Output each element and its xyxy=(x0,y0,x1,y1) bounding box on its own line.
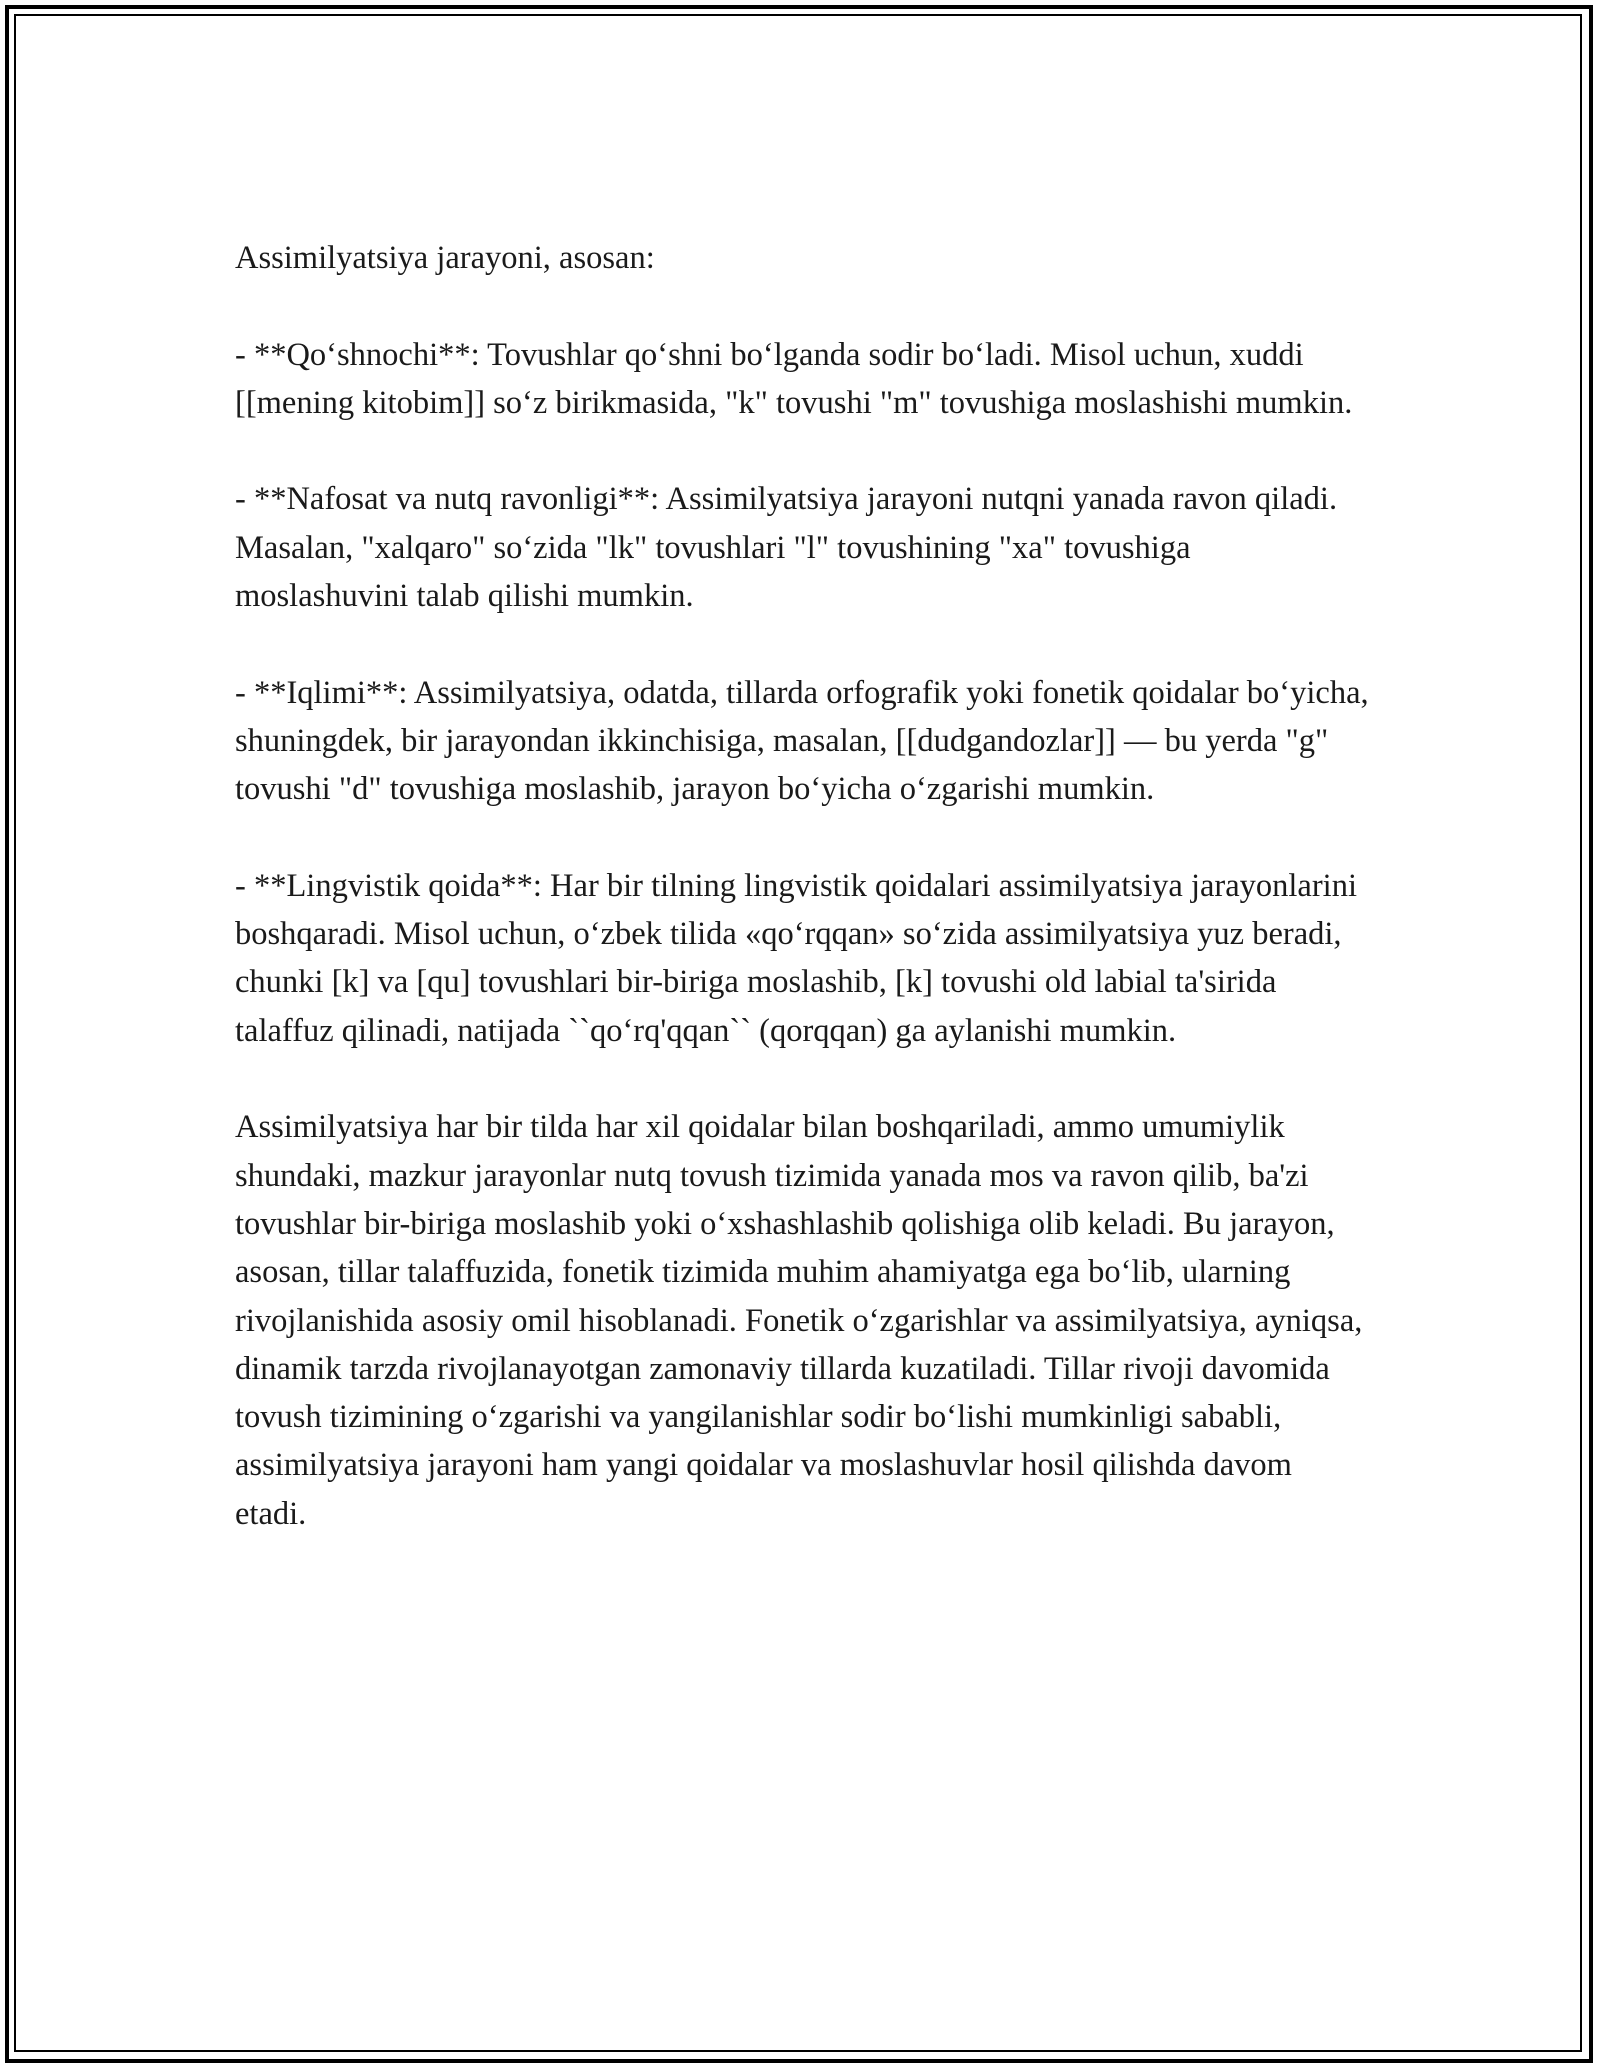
list-item-lingvistik-qoida: - **Lingvistik qoida**: Har bir tilning lingvistik qoidalari assimilyatsiya jarayonlarini boshqaradi. Misol uchun, o‘zbek tilida «qo‘rqqan» so‘zida assimilyatsiya yuz beradi, chunki [k] va [qu] tovushlari bir-biriga moslashib, [k] tovushi old labial ta'sirida talaffuz qilinadi, natijada ``qo‘rq'qqan`` (qorqqan) ga aylanishi mumkin. xyxy=(235,867,1357,1049)
conclusion-paragraph: Assimilyatsiya har bir tilda har xil qoidalar bilan boshqariladi, ammo umumiylik shundaki, mazkur jarayonlar nutq tovush tizimida yanada mos va ravon qilib, ba'zi tovushlar bir-biriga moslashib yoki o‘xshashlashib qolishiga olib keladi. Bu jarayon, asosan, tillar talaffuzida, fonetik tizimida muhim ahamiyatga ega bo‘lib, ularning rivojlanishida asosiy omil hisoblanadi. Fonetik o‘zgarishlar va assimilyatsiya, ayniqsa, dinamik tarzda rivojlanayotgan zamonaviy tillarda kuzatiladi. Tillar rivoji davomida tovush tizimining o‘zgarishi va yangilanishlar sodir bo‘lishi mumkinligi sababli, assimilyatsiya jarayoni ham yangi qoidalar va moslashuvlar hosil qilishda davom etadi. xyxy=(235,1109,1363,1532)
intro-paragraph: Assimilyatsiya jarayoni, asosan: xyxy=(235,240,655,276)
list-item-nafosat: - **Nafosat va nutq ravonligi**: Assimilyatsiya jarayoni nutqni yanada ravon qiladi. Masalan, "xalqaro" so‘zida "lk" tovushlari "l" tovushining "xa" tovushiga moslashuvini talab qilishi mumkin. xyxy=(235,481,1338,615)
document-body xyxy=(235,234,1370,1586)
list-item-qoshnochi: - **Qo‘shnochi**: Tovushlar qo‘shni bo‘lganda sodir bo‘ladi. Misol uchun, xuddi [[mening kitobim]] so‘z birikmasida, "k" tovushi "m" tovushiga moslashishi mumkin. xyxy=(235,336,1353,421)
list-item-iqlimi: - **Iqlimi**: Assimilyatsiya, odatda, tillarda orfografik yoki fonetik qoidalar bo‘yicha, shuningdek, bir jarayondan ikkinchisiga, masalan, [[dudgandozlar]] — bu yerda "g" tovushi "d" tovushiga moslashib, jarayon bo‘yicha o‘zgarishi mumkin. xyxy=(235,674,1369,808)
